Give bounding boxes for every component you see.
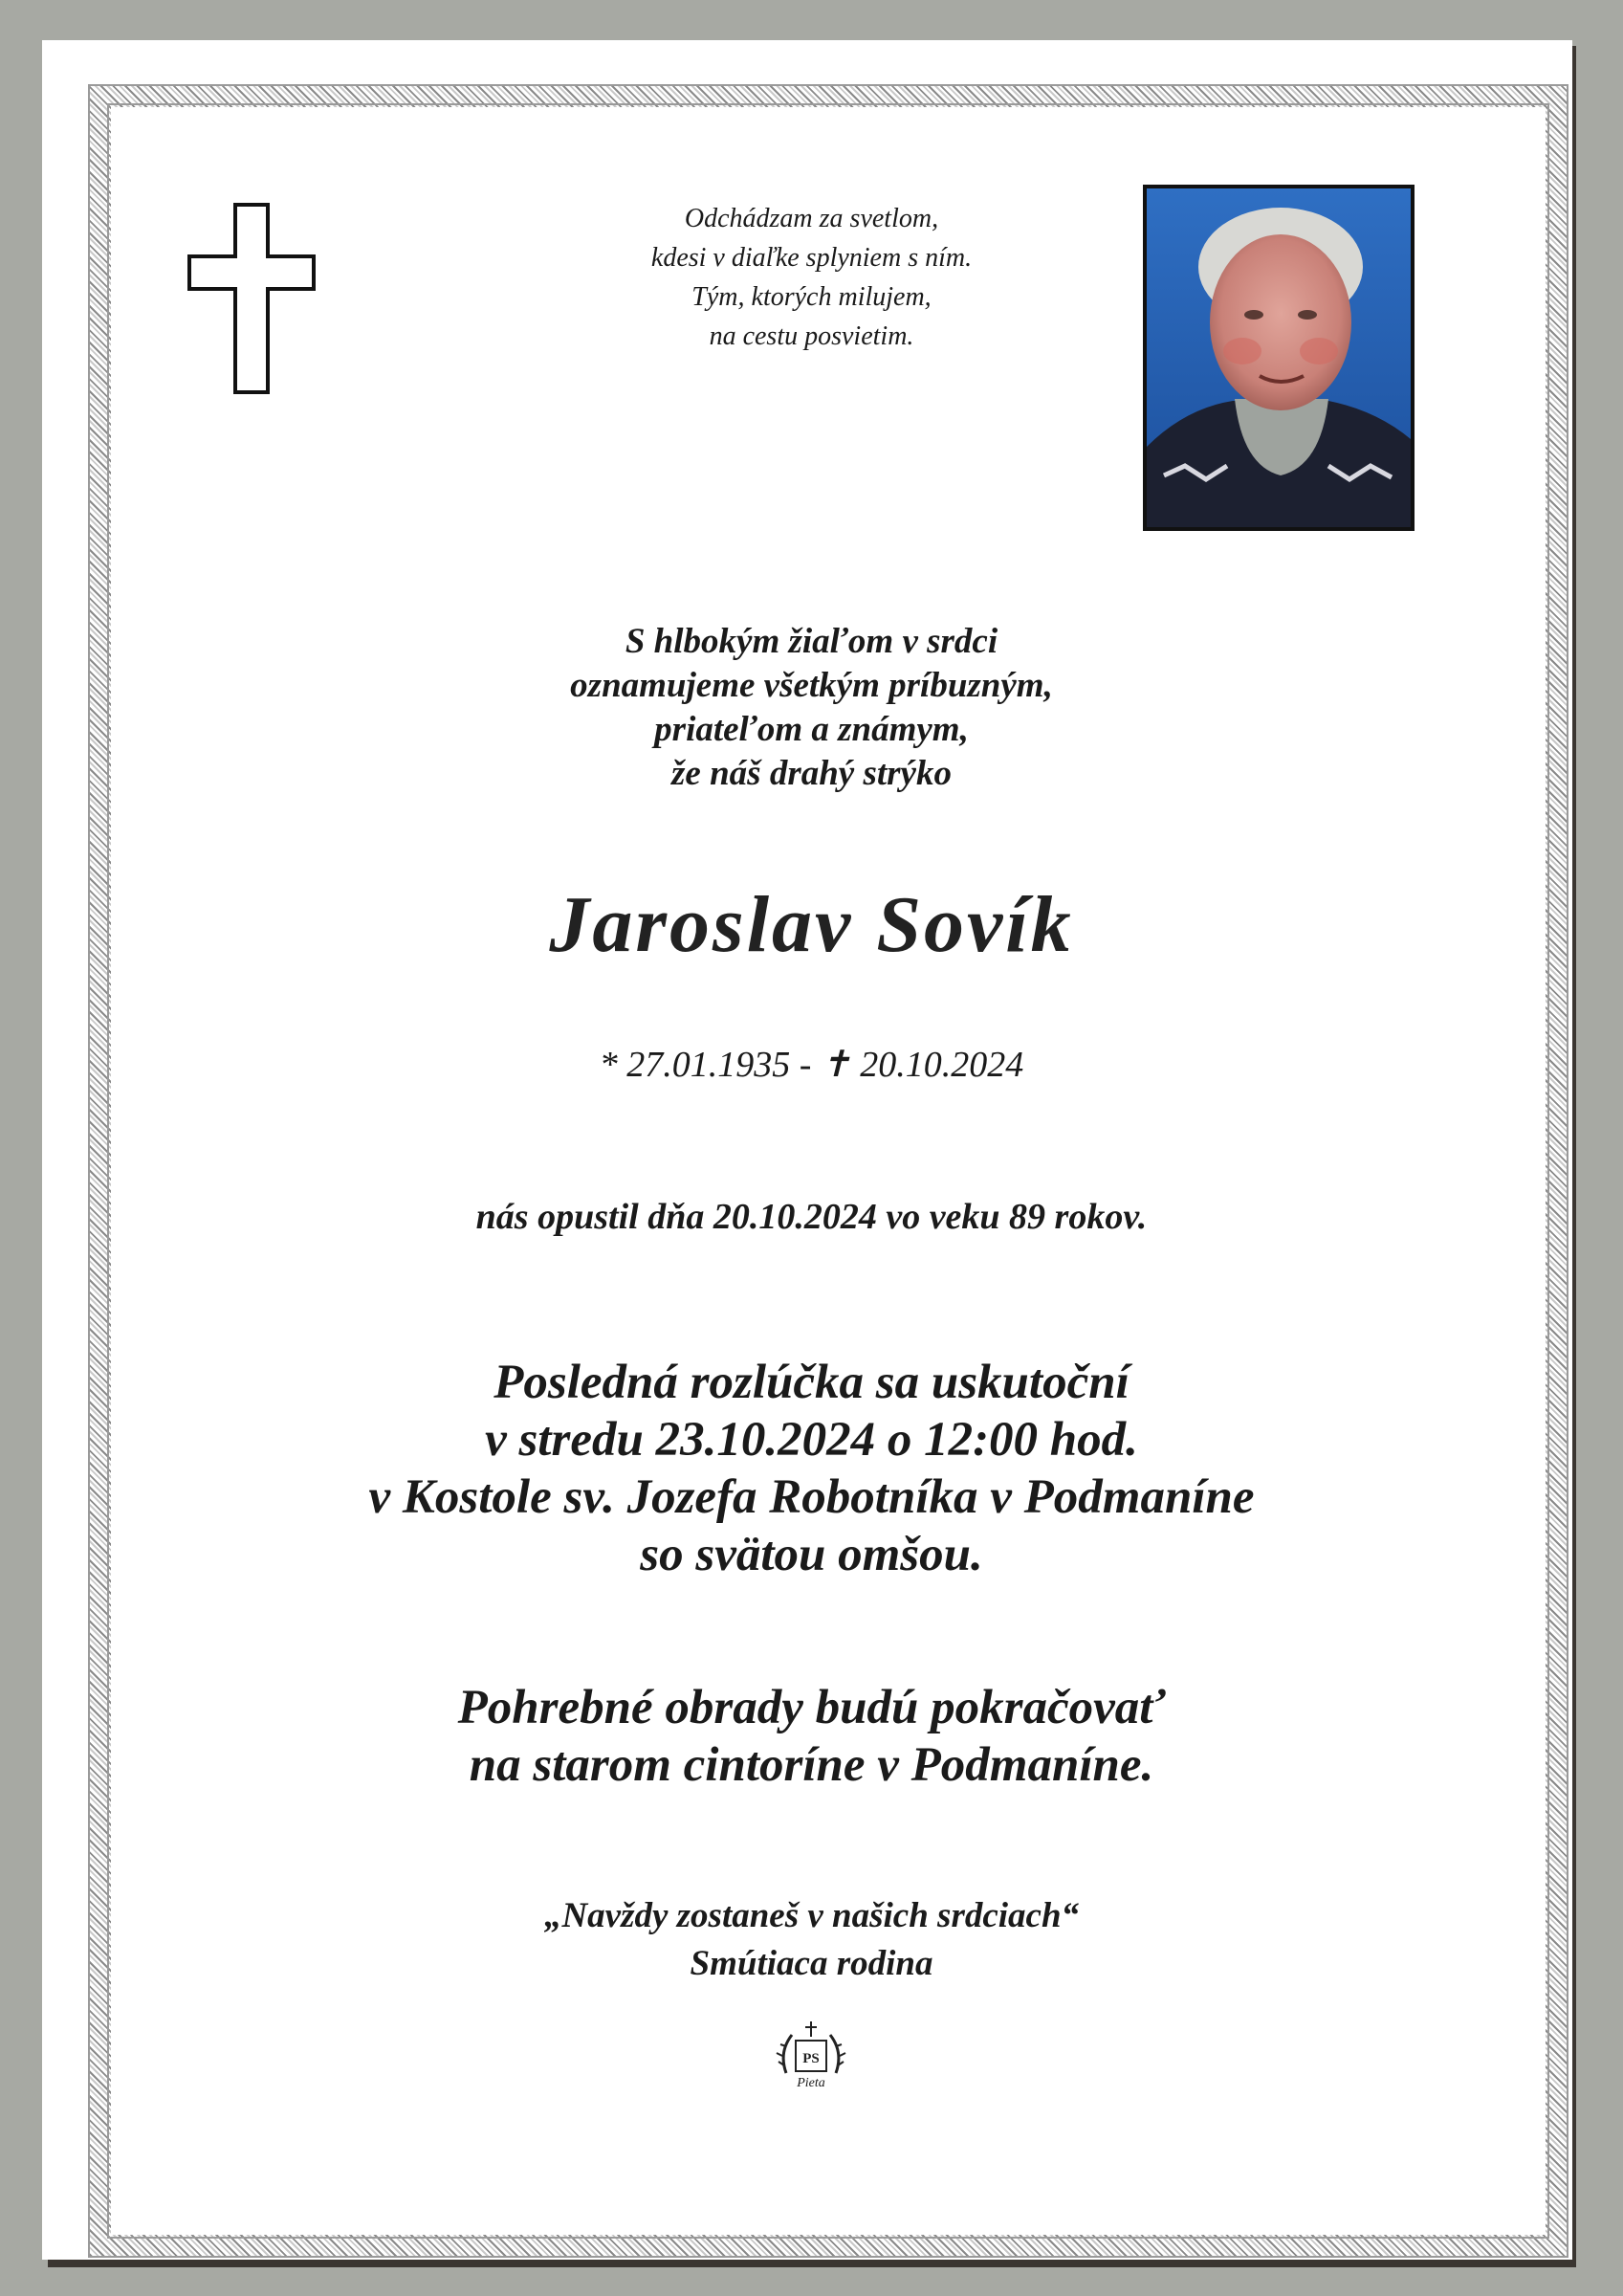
funeral-line: v Kostole sv. Jozefa Robotníka v Podmaníne <box>368 1470 1255 1524</box>
poem-line: na cestu posvietim. <box>709 321 914 351</box>
ceremony-line: na starom cintoríne v Podmaníne. <box>469 1738 1154 1792</box>
funeral-line: Posledná rozlúčka sa uskutoční <box>493 1356 1130 1409</box>
intro-line: oznamujeme všetkým príbuzným, <box>570 666 1053 705</box>
portrait-photo <box>1143 185 1415 531</box>
closing-signature: Smútiaca rodina <box>690 1944 933 1983</box>
poem-line: Odchádzam za svetlom, <box>684 204 939 233</box>
funeral-line: so svätou omšou. <box>640 1528 983 1581</box>
ceremony-details <box>0 1679 1623 1794</box>
intro-line: že náš drahý strýko <box>671 754 952 793</box>
pieta-logo <box>763 2014 859 2109</box>
poem-line: kdesi v diaľke splyniem s ním. <box>650 243 973 273</box>
logo-caption: Pieta <box>797 2076 825 2090</box>
death-notice: nás opustil dňa 20.10.2024 vo veku 89 rokov. <box>475 1197 1148 1237</box>
announcement-intro <box>0 620 1623 796</box>
funeral-line: v stredu 23.10.2024 o 12:00 hod. <box>485 1413 1138 1467</box>
poem-line: Tým, ktorých milujem, <box>691 282 932 312</box>
life-dates: * 27.01.1935 - ✝ 20.10.2024 <box>599 1045 1024 1085</box>
intro-line: S hlbokým žiaľom v srdci <box>625 622 998 661</box>
funeral-details <box>0 1354 1623 1583</box>
logo-letters: PS <box>802 2051 820 2066</box>
closing-quote: „Navždy zostaneš v našich srdciach“ <box>543 1896 1080 1935</box>
deceased-name: Jaroslav Sovík <box>549 880 1074 969</box>
closing <box>0 1892 1623 1988</box>
intro-line: priateľom a známym, <box>654 710 969 749</box>
ceremony-line: Pohrebné obrady budú pokračovať <box>457 1681 1166 1734</box>
